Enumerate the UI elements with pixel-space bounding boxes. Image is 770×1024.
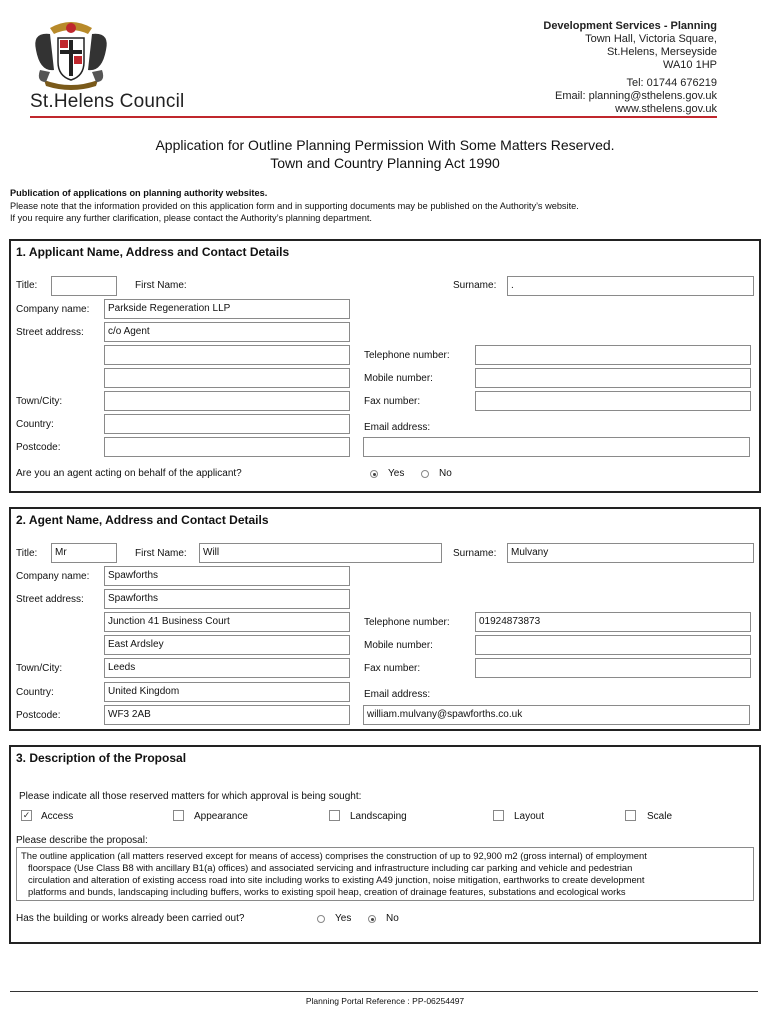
agent-yes-radio[interactable] xyxy=(370,470,378,478)
agent-yes-label: Yes xyxy=(388,468,405,479)
agent-town-field[interactable]: Leeds xyxy=(104,658,350,678)
publication-line-1: Please note that the information provided on this application form and in supporting documents may be published on the Authority’s website. xyxy=(10,200,579,211)
description-textarea[interactable] xyxy=(16,847,754,901)
applicant-telephone-field[interactable] xyxy=(475,345,751,365)
form-title-line-1: Application for Outline Planning Permission With Some Matters Reserved. xyxy=(155,137,615,153)
applicant-town-field[interactable] xyxy=(104,391,350,411)
applicant-street-1-field[interactable]: c/o Agent xyxy=(104,322,350,342)
description-line-2: floorspace (Use Class B8 with ancillary B1(a) offices) and associated servicing and infrastructure including car parking and vehicle and pedestrian xyxy=(28,862,633,873)
footer-divider xyxy=(10,991,758,992)
applicant-mobile-field[interactable] xyxy=(475,368,751,388)
applicant-street-2-field[interactable] xyxy=(104,345,350,365)
website: www.sthelens.gov.uk xyxy=(615,103,717,115)
agent-postcode-field[interactable]: WF3 2AB xyxy=(104,705,350,725)
applicant-postcode-label: Postcode: xyxy=(16,442,61,453)
applicant-email-label: Email address: xyxy=(364,422,431,433)
applicant-postcode-field[interactable] xyxy=(104,437,350,457)
publication-notice xyxy=(10,187,579,225)
agent-street-3-field[interactable]: East Ardsley xyxy=(104,635,350,655)
description-line-1: The outline application (all matters reserved except for means of access) comprises the construction of up to 92,900 m2 (gross internal) of employment xyxy=(21,850,647,861)
appearance-checkbox[interactable] xyxy=(173,810,184,821)
form-title xyxy=(0,136,770,172)
applicant-company-field[interactable]: Parkside Regeneration LLP xyxy=(104,299,350,319)
agent-question: Are you an agent acting on behalf of the applicant? xyxy=(16,468,242,479)
publication-line-2: If you require any further clarification, please contact the Authority’s planning department. xyxy=(10,213,372,223)
address-line-3: WA10 1HP xyxy=(662,59,717,71)
agent-street-2-field[interactable]: Junction 41 Business Court xyxy=(104,612,350,632)
applicant-email-field[interactable] xyxy=(363,437,750,457)
form-title-line-2: Town and Country Planning Act 1990 xyxy=(270,155,500,171)
describe-prompt: Please describe the proposal: xyxy=(16,835,148,846)
agent-street-1-field[interactable]: Spawforths xyxy=(104,589,350,609)
agent-title-label: Title: xyxy=(16,548,38,559)
landscaping-label: Landscaping xyxy=(350,811,407,822)
applicant-fax-field[interactable] xyxy=(475,391,751,411)
reserved-matters-prompt: Please indicate all those reserved matters for which approval is being sought: xyxy=(19,791,362,802)
scale-checkbox[interactable] xyxy=(625,810,636,821)
description-line-3: circulation and alteration of existing access road into site including works to existing A49 junction, noise mitigation, earthworks to create development xyxy=(28,874,645,885)
agent-telephone-field[interactable]: 01924873873 xyxy=(475,612,751,632)
agent-mobile-label: Mobile number: xyxy=(364,640,433,651)
applicant-surname-label: Surname: xyxy=(453,280,497,291)
applicant-company-label: Company name: xyxy=(16,304,90,315)
agent-email-label: Email address: xyxy=(364,689,431,700)
carried-out-yes-radio[interactable] xyxy=(317,915,325,923)
appearance-label: Appearance xyxy=(194,811,248,822)
publication-heading: Publication of applications on planning authority websites. xyxy=(10,188,268,198)
description-line-4: platforms and bunds, landscaping including buffers, works to existing spoil heap, creation of drainage features, substations and ecological works xyxy=(28,886,626,897)
access-checkbox[interactable]: ✓ xyxy=(22,810,31,820)
applicant-country-field[interactable] xyxy=(104,414,350,434)
agent-company-label: Company name: xyxy=(16,571,90,582)
agent-first-name-field[interactable]: Will xyxy=(199,543,442,563)
address-line-2: St.Helens, Merseyside xyxy=(606,46,717,58)
agent-mobile-field[interactable] xyxy=(475,635,751,655)
agent-title-field[interactable]: Mr xyxy=(51,543,117,563)
agent-fax-label: Fax number: xyxy=(364,663,421,674)
applicant-first-name-field[interactable] xyxy=(197,276,442,296)
dept-name: Development Services - Planning xyxy=(543,20,717,32)
applicant-street-3-field[interactable] xyxy=(104,368,350,388)
agent-no-label: No xyxy=(439,468,452,479)
agent-street-label: Street address: xyxy=(16,594,84,605)
agent-telephone-label: Telephone number: xyxy=(364,617,450,628)
applicant-mobile-label: Mobile number: xyxy=(364,373,433,384)
applicant-telephone-label: Telephone number: xyxy=(364,350,450,361)
council-name: St.Helens Council xyxy=(30,91,185,112)
address-line-1: Town Hall, Victoria Square, xyxy=(585,33,717,45)
scale-label: Scale xyxy=(647,811,673,822)
agent-surname-field[interactable]: Mulvany xyxy=(507,543,754,563)
agent-company-field[interactable]: Spawforths xyxy=(104,566,350,586)
agent-country-field[interactable]: United Kingdom xyxy=(104,682,350,702)
carried-out-no-radio[interactable] xyxy=(368,915,376,923)
access-label: Access xyxy=(41,811,74,822)
email: Email: planning@sthelens.gov.uk xyxy=(555,90,717,102)
section-2-heading: 2. Agent Name, Address and Contact Details xyxy=(16,513,269,527)
applicant-title-field[interactable] xyxy=(51,276,117,296)
applicant-country-label: Country: xyxy=(16,419,54,430)
agent-surname-label: Surname: xyxy=(453,548,497,559)
telephone: Tel: 01744 676219 xyxy=(626,77,717,89)
layout-checkbox[interactable] xyxy=(493,810,504,821)
agent-fax-field[interactable] xyxy=(475,658,751,678)
section-3-heading: 3. Description of the Proposal xyxy=(16,751,187,765)
agent-first-name-label: First Name: xyxy=(135,548,187,559)
applicant-title-label: Title: xyxy=(16,280,38,291)
applicant-first-name-label: First Name: xyxy=(135,280,187,291)
carried-out-no-label: No xyxy=(386,913,399,924)
agent-postcode-label: Postcode: xyxy=(16,710,61,721)
council-crest xyxy=(30,20,112,92)
applicant-street-label: Street address: xyxy=(16,327,84,338)
agent-no-radio[interactable] xyxy=(421,470,429,478)
layout-label: Layout xyxy=(514,811,545,822)
agent-country-label: Country: xyxy=(16,687,54,698)
agent-town-label: Town/City: xyxy=(16,663,63,674)
landscaping-checkbox[interactable] xyxy=(329,810,340,821)
portal-reference: Planning Portal Reference : PP-06254497 xyxy=(305,996,465,1006)
agent-email-field[interactable]: william.mulvany@spawforths.co.uk xyxy=(363,705,750,725)
section-1-heading: 1. Applicant Name, Address and Contact Details xyxy=(16,245,290,259)
carried-out-question: Has the building or works already been carried out? xyxy=(16,913,245,924)
applicant-fax-label: Fax number: xyxy=(364,396,421,407)
header-divider xyxy=(30,116,717,118)
applicant-town-label: Town/City: xyxy=(16,396,63,407)
carried-out-yes-label: Yes xyxy=(335,913,352,924)
applicant-surname-field[interactable]: . xyxy=(507,276,754,296)
